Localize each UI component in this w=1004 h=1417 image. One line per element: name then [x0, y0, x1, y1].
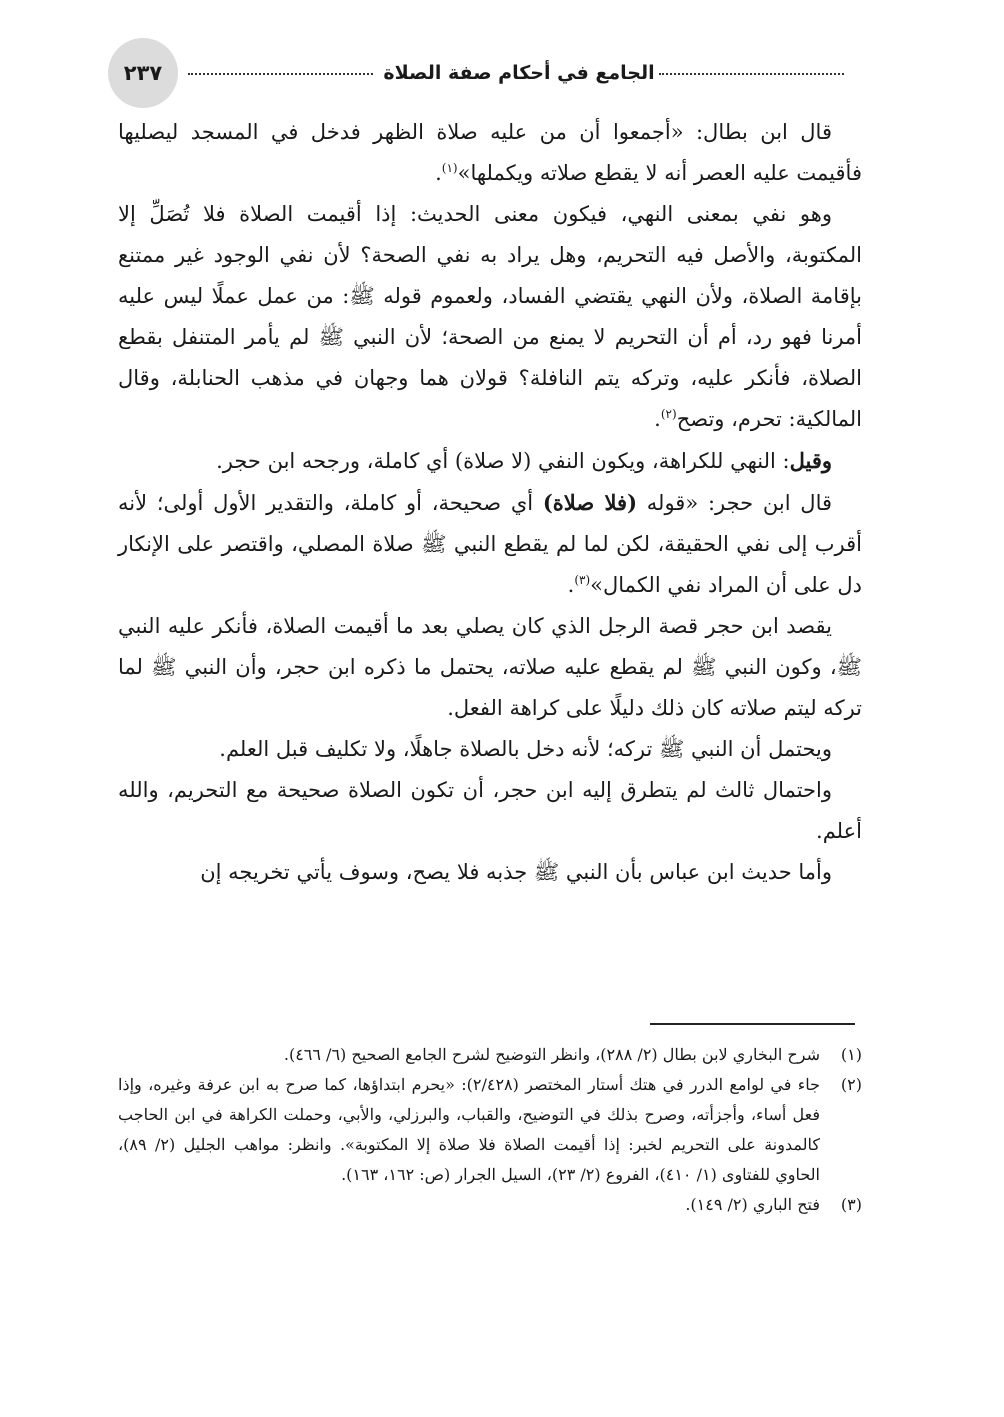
p1-end: . [435, 161, 442, 185]
body-text [118, 112, 862, 893]
footnote-2 [118, 1070, 862, 1190]
footnote-number: (١) [840, 1045, 862, 1064]
p3-bold-term: وقيل [789, 448, 832, 473]
p3-text: : النهي للكراهة، ويكون النفي (لا صلاة) أي كاملة، ورجحه ابن حجر. [216, 449, 790, 473]
footnote-3 [118, 1190, 862, 1220]
p4-text-b: أي صحيحة، أو كاملة، والتقدير الأول أولى؛ لأنه أقرب إلى نفي الحقيقة، لكن لما لم يقطع النبي ﷺ صلاة المصلي، واقتصر على الإنكار دل على أن المراد نفي الكمال» [118, 491, 862, 597]
paragraph-7: واحتمال ثالث لم يتطرق إليه ابن حجر، أن تكون الصلاة صحيحة مع التحريم، والله أعلم. [118, 778, 862, 843]
footnotes [118, 1040, 862, 1220]
paragraph-5: يقصد ابن حجر قصة الرجل الذي كان يصلي بعد ما أقيمت الصلاة، فأنكر عليه النبي ﷺ، وكون النبي ﷺ لم يقطع عليه صلاته، يحتمل ما ذكره ابن حجر، وأن النبي ﷺ لما تركه ليتم صلاته كان ذلك دليلًا على كراهة الفعل. [118, 614, 862, 720]
p2-end: . [654, 407, 661, 431]
footnote-ref-3[interactable]: (٣) [574, 573, 591, 587]
paragraph-8: وأما حديث ابن عباس بأن النبي ﷺ جذبه فلا يصح، وسوف يأتي تخريجه إن [200, 860, 832, 884]
paragraph-6: ويحتمل أن النبي ﷺ تركه؛ لأنه دخل بالصلاة جاهلًا، ولا تكليف قبل العلم. [219, 737, 832, 761]
paragraph-3 [118, 440, 862, 482]
footnote-number: (٢) [840, 1075, 862, 1094]
page-number: ٢٣٧ [108, 38, 178, 108]
footnote-number: (٣) [840, 1195, 862, 1214]
p4-bold-quote: (فلا صلاة) [542, 490, 638, 515]
footnote-text: فتح الباري (٢/ ١٤٩). [685, 1195, 820, 1214]
footnote-1 [118, 1040, 862, 1070]
paragraph-1 [118, 112, 862, 194]
header-dots-left [188, 72, 373, 75]
footnote-ref-2[interactable]: (٢) [660, 407, 677, 421]
running-header [108, 38, 848, 108]
footnote-text: جاء في لوامع الدرر في هتك أستار المختصر (٢/٤٢٨): «يحرم ابتداؤها، كما صرح به ابن عرفة وغيره، وإذا فعل أساء، وأجزأته، وصرح بذلك في التوضيح، والقباب، والبرزلي، والأبي، وحملت الكراهة في ابن الحاجب كالمدونة على التحريم لخبر: إذا أقيمت الصلاة فلا صلاة إلا المكتوبة». وانظر: مواهب الجليل (٢/ ٨٩)، الحاوي للفتاوى (١/ ٤١٠)، الفروع (٢/ ٢٣)، السيل الجرار (ص: ١٦٢، ١٦٣). [118, 1075, 821, 1184]
p2-text: وهو نفي بمعنى النهي، فيكون معنى الحديث: إذا أقيمت الصلاة فلا تُصَلِّ إلا المكتوبة، والأصل فيه التحريم، وهل يراد به نفي الصحة؟ لأن نفي الوجود غير ممتنع بإقامة الصلاة، ولأن النهي يقتضي الفساد، ولعموم قوله ﷺ: من عمل عملًا ليس عليه أمرنا فهو رد، أم أن التحريم لا يمنع من الصحة؛ لأن النبي ﷺ لم يأمر المتنفل بقطع الصلاة، فأنكر عليه، وتركه يتم النافلة؟ قولان هما وجهان في مذهب الحنابلة، وقال المالكية: تحرم، وتصح [118, 202, 862, 431]
header-dots-right [659, 72, 844, 75]
p4-end: . [567, 573, 575, 597]
paragraph-4 [118, 482, 862, 606]
p1-text: قال ابن بطال: «أجمعوا أن من عليه صلاة الظهر فدخل في المسجد ليصليها فأقيمت عليه العصر أنه لا يقطع صلاته ويكملها» [118, 120, 862, 185]
footnote-separator [650, 1023, 855, 1025]
header-title: الجامع في أحكام صفة الصلاة [383, 62, 655, 84]
footnote-ref-1[interactable]: (١) [441, 161, 458, 175]
p4-text-a: قال ابن حجر: «قوله [637, 491, 833, 515]
paragraph-2 [118, 194, 862, 440]
footnote-text: شرح البخاري لابن بطال (٢/ ٢٨٨)، وانظر التوضيح لشرح الجامع الصحيح (٦/ ٤٦٦). [283, 1045, 820, 1064]
